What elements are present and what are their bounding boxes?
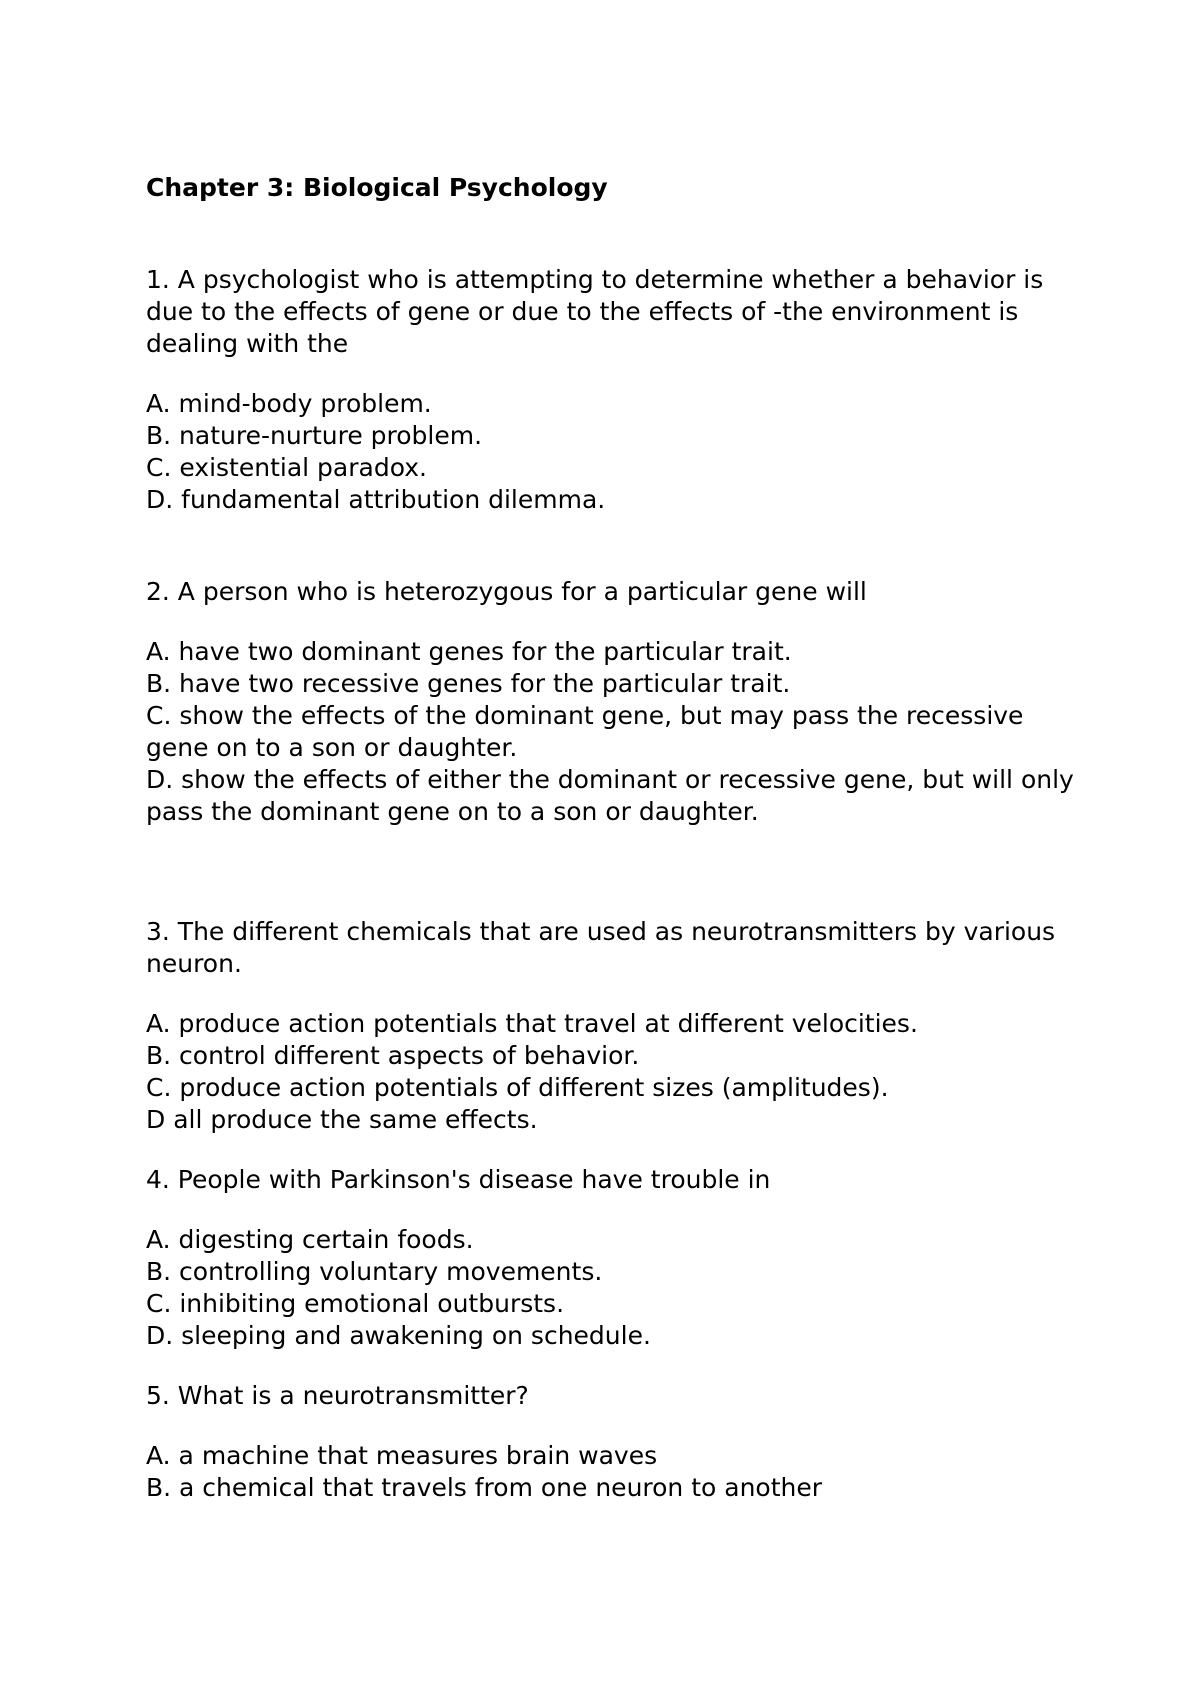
answer-option: D. sleeping and awakening on schedule. [146,1321,651,1350]
question-5 [146,1380,1086,1504]
answer-option: A. have two dominant genes for the particular trait. [146,637,792,666]
answer-option: D. fundamental attribution dilemma. [146,485,606,514]
answer-option: C. inhibiting emotional outbursts. [146,1289,565,1318]
question-2 [146,576,1086,828]
answer-option: C. show the effects of the dominant gene, but may pass the recessive gene on to a son or daughter. [146,701,1024,762]
chapter-title: Chapter 3: Biological Psychology [146,173,608,202]
question-1 [146,264,1086,516]
answer-option: A. a machine that measures brain waves [146,1441,658,1470]
answer-options [146,636,1086,828]
answer-options [146,388,1086,516]
question-3 [146,916,1086,1136]
answer-option: B. control different aspects of behavior. [146,1041,640,1070]
answer-option: B. have two recessive genes for the particular trait. [146,669,791,698]
answer-options [146,1008,1086,1136]
question-stem: 2. A person who is heterozygous for a particular gene will [146,577,867,606]
document-page [146,172,1086,1504]
answer-option: C. produce action potentials of different sizes (amplitudes). [146,1073,889,1102]
answer-option: A. mind-body problem. [146,389,432,418]
answer-option: C. existential paradox. [146,453,427,482]
question-stem: 5. What is a neurotransmitter? [146,1381,529,1410]
answer-options [146,1440,1086,1504]
answer-option: B. a chemical that travels from one neuron to another [146,1473,823,1502]
answer-option: D. show the effects of either the dominant or recessive gene, but will only pass the dominant gene on to a son or daughter. [146,765,1074,826]
answer-option: A. digesting certain foods. [146,1225,474,1254]
answer-option: B. controlling voluntary movements. [146,1257,603,1286]
question-stem: 3. The different chemicals that are used as neurotransmitters by various neuron. [146,917,1056,978]
answer-option: B. nature-nurture problem. [146,421,483,450]
answer-option: D all produce the same effects. [146,1105,538,1134]
question-stem: 1. A psychologist who is attempting to determine whether a behavior is due to the effects of gene or due to the effects of -the environment is dealing with the [146,265,1044,358]
answer-options [146,1224,1086,1352]
question-stem: 4. People with Parkinson's disease have trouble in [146,1165,771,1194]
question-4 [146,1164,1086,1352]
answer-option: A. produce action potentials that travel at different velocities. [146,1009,918,1038]
